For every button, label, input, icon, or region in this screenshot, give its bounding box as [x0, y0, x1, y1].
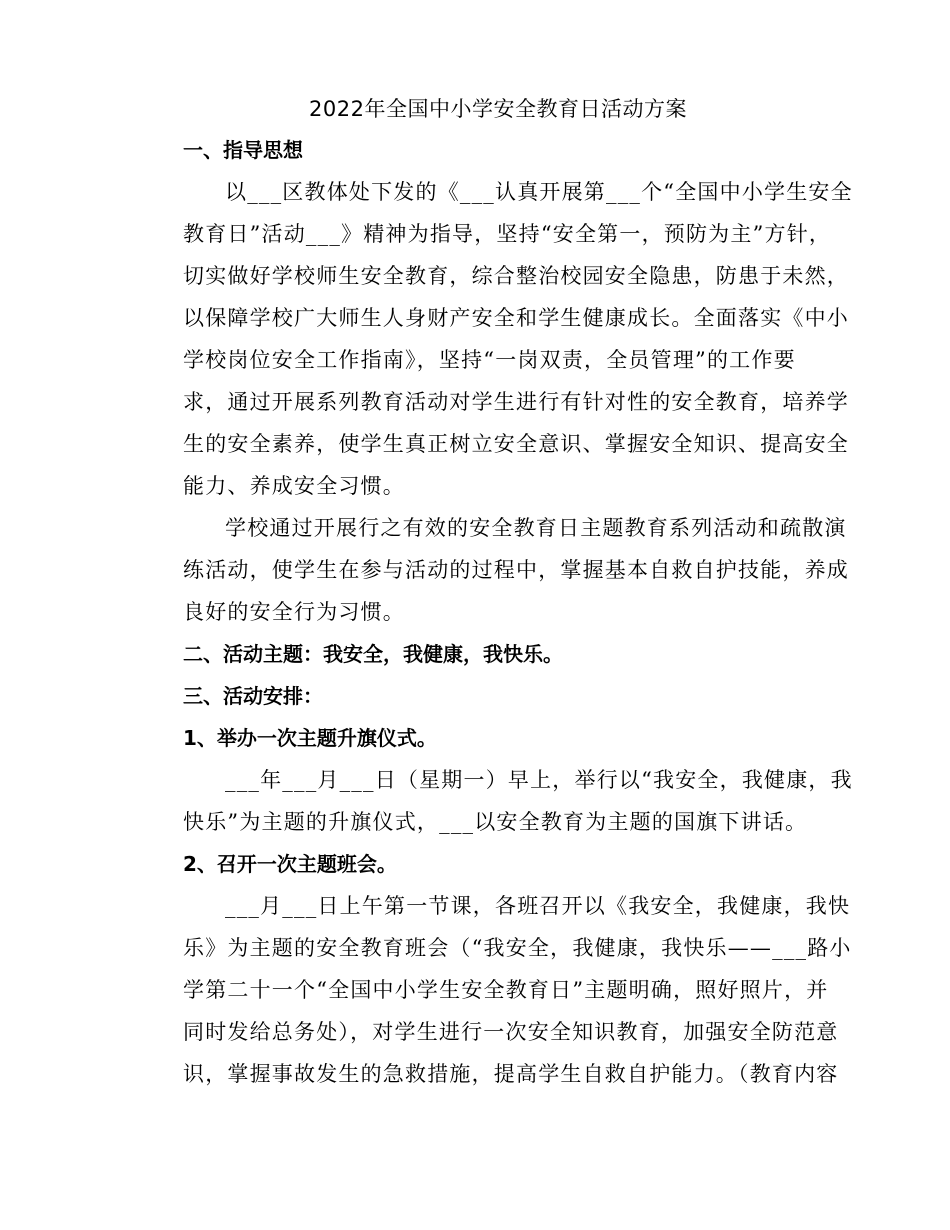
subsection-heading-flag-ceremony: 1、举办一次主题升旗仪式。 — [183, 726, 437, 750]
text-line: 良好的安全行为习惯。 — [183, 600, 405, 624]
section-heading-guiding-ideology: 一、指导思想 — [183, 138, 303, 162]
text-line: 以保障学校广大师生人身财产安全和学生健康成长。全面落实《中小 — [183, 306, 849, 330]
paragraph — [141, 507, 849, 633]
text-line: 乐》为主题的安全教育班会（“我安全，我健康，我快乐——___路小 — [183, 936, 852, 960]
paragraph — [141, 885, 852, 1095]
text-line: 同时发给总务处），对学生进行一次安全知识教育，加强安全防范意 — [183, 1020, 839, 1044]
text-line: ___年___月___日（星期一）早上，举行以“我安全，我健康，我 — [225, 768, 853, 792]
text-line: 生的安全素养，使学生真正树立安全意识、掌握安全知识、提高安全 — [183, 432, 849, 456]
subsection-heading-class-meeting: 2、召开一次主题班会。 — [183, 852, 397, 876]
text-line: 练活动，使学生在参与活动的过程中，掌握基本自救自护技能，养成 — [183, 558, 849, 582]
paragraph — [141, 171, 853, 507]
text-line: 教育日”活动___》精神为指导，坚持“安全第一，预防为主”方针， — [183, 222, 832, 246]
section-heading-activity-arrangement: 三、活动安排： — [183, 684, 323, 708]
text-line: 切实做好学校师生安全教育，综合整治校园安全隐患，防患于未然， — [183, 264, 849, 288]
text-line: 学校通过开展行之有效的安全教育日主题教育系列活动和疏散演 — [225, 516, 847, 540]
text-line: ___月___日上午第一节课，各班召开以《我安全，我健康，我快 — [225, 894, 851, 918]
text-line: 学第二十一个“全国中小学生安全教育日”主题明确，照好照片，并 — [183, 978, 829, 1002]
text-line: 快乐”为主题的升旗仪式，___以安全教育为主题的国旗下讲话。 — [183, 810, 808, 834]
text-line: 识，掌握事故发生的急救措施，提高学生自救自护能力。（教育内容 — [183, 1062, 839, 1086]
text-line: 以___区教体处下发的《___认真开展第___个“全国中小学生安全 — [225, 180, 853, 204]
document-title: 2022年全国中小学安全教育日活动方案 — [309, 97, 687, 121]
text-line: 能力、养成安全习惯。 — [183, 474, 405, 498]
text-line: 学校岗位安全工作指南》，坚持“一岗双责，全员管理”的工作要 — [183, 348, 796, 372]
paragraph — [141, 759, 853, 843]
document-body — [141, 129, 853, 1095]
text-line: 求，通过开展系列教育活动对学生进行有针对性的安全教育，培养学 — [183, 390, 849, 414]
section-heading-activity-theme: 二、活动主题：我安全，我健康，我快乐。 — [183, 642, 563, 666]
